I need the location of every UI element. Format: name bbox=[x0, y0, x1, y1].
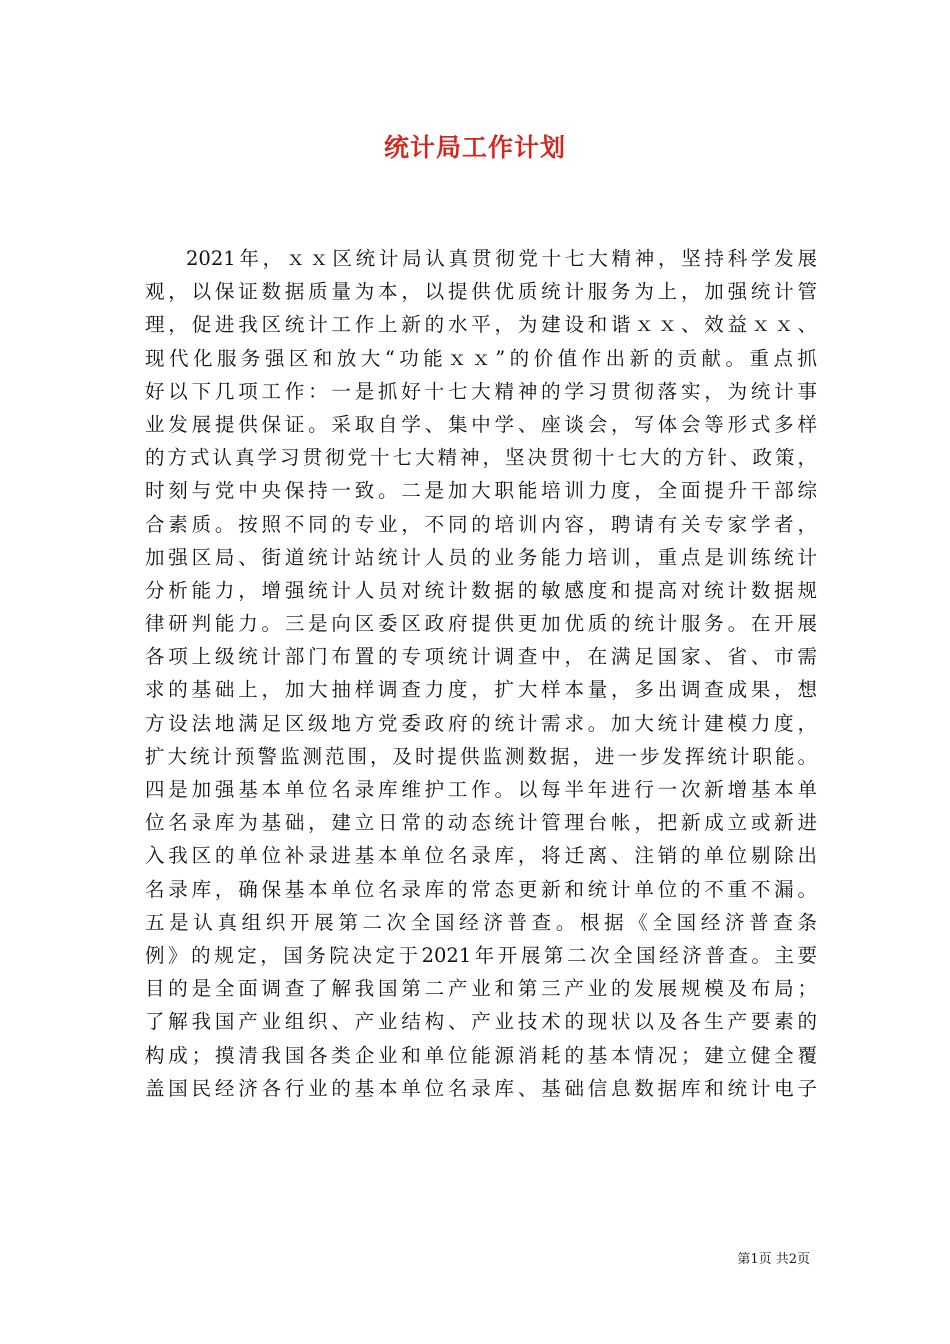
body-line: 盖国民经济各行业的基本单位名录库、基础信息数据库和统计电子 bbox=[145, 1076, 817, 1100]
page-footer: 第1页 共2页 bbox=[737, 1252, 810, 1267]
page-title: 统计局工作计划 bbox=[383, 133, 566, 162]
body-line: 扩大统计预警监测范围，及时提供监测数据，进一步发挥统计职能。 bbox=[145, 744, 817, 768]
body-line: 理，促进我区统计工作上新的水平，为建设和谐ｘｘ、效益ｘｘ、 bbox=[145, 313, 817, 337]
body-line: 的方式认真学习贯彻党十七大精神，坚决贯彻十七大的方针、政策， bbox=[145, 446, 817, 470]
body-line: 时刻与党中央保持一致。二是加大职能培训力度，全面提升干部综 bbox=[145, 479, 817, 503]
body-line: 业发展提供保证。采取自学、集中学、座谈会，写体会等形式多样 bbox=[145, 412, 817, 436]
body-line: 位名录库为基础，建立日常的动态统计管理台帐，把新成立或新进 bbox=[145, 811, 817, 835]
body-line: 现代化服务强区和放大“功能ｘｘ”的价值作出新的贡献。重点抓 bbox=[145, 346, 817, 370]
body-line: 四是加强基本单位名录库维护工作。以每半年进行一次新增基本单 bbox=[145, 778, 817, 801]
body-line: 好以下几项工作：一是抓好十七大精神的学习贯彻落实，为统计事 bbox=[145, 379, 817, 403]
body-line: 五是认真组织开展第二次全国经济普查。根据《全国经济普查条 bbox=[145, 910, 817, 934]
body-line: 合素质。按照不同的专业，不同的培训内容，聘请有关专家学者， bbox=[145, 512, 817, 536]
body-line: 2021年，ｘｘ区统计局认真贯彻党十七大精神，坚持科学发展 bbox=[186, 247, 817, 270]
body-line: 名录库，确保基本单位名录库的常态更新和统计单位的不重不漏。 bbox=[145, 877, 817, 901]
body-line: 分析能力，增强统计人员对统计数据的敏感度和提高对统计数据规 bbox=[145, 578, 817, 602]
body-line: 观，以保证数据质量为本，以提供优质统计服务为上，加强统计管 bbox=[145, 280, 817, 304]
body-line: 各项上级统计部门布置的专项统计调查中，在满足国家、省、市需 bbox=[145, 645, 817, 669]
body-line: 求的基础上，加大抽样调查力度，扩大样本量，多出调查成果，想 bbox=[145, 678, 817, 702]
document-body bbox=[145, 242, 817, 1105]
body-line: 加强区局、街道统计站统计人员的业务能力培训，重点是训练统计 bbox=[145, 545, 817, 569]
body-line: 方设法地满足区级地方党委政府的统计需求。加大统计建模力度， bbox=[145, 711, 817, 735]
body-line: 入我区的单位补录进基本单位名录库，将迁离、注销的单位剔除出 bbox=[145, 844, 817, 868]
body-line: 了解我国产业组织、产业结构、产业技术的现状以及各生产要素的 bbox=[145, 1010, 817, 1034]
body-line: 目的是全面调查了解我国第二产业和第三产业的发展规模及布局； bbox=[145, 977, 817, 1001]
body-line: 构成；摸清我国各类企业和单位能源消耗的基本情况；建立健全覆 bbox=[145, 1043, 817, 1067]
body-line: 律研判能力。三是向区委区政府提供更加优质的统计服务。在开展 bbox=[145, 612, 817, 636]
body-line: 例》的规定，国务院决定于2021年开展第二次全国经济普查。主要 bbox=[145, 943, 817, 967]
